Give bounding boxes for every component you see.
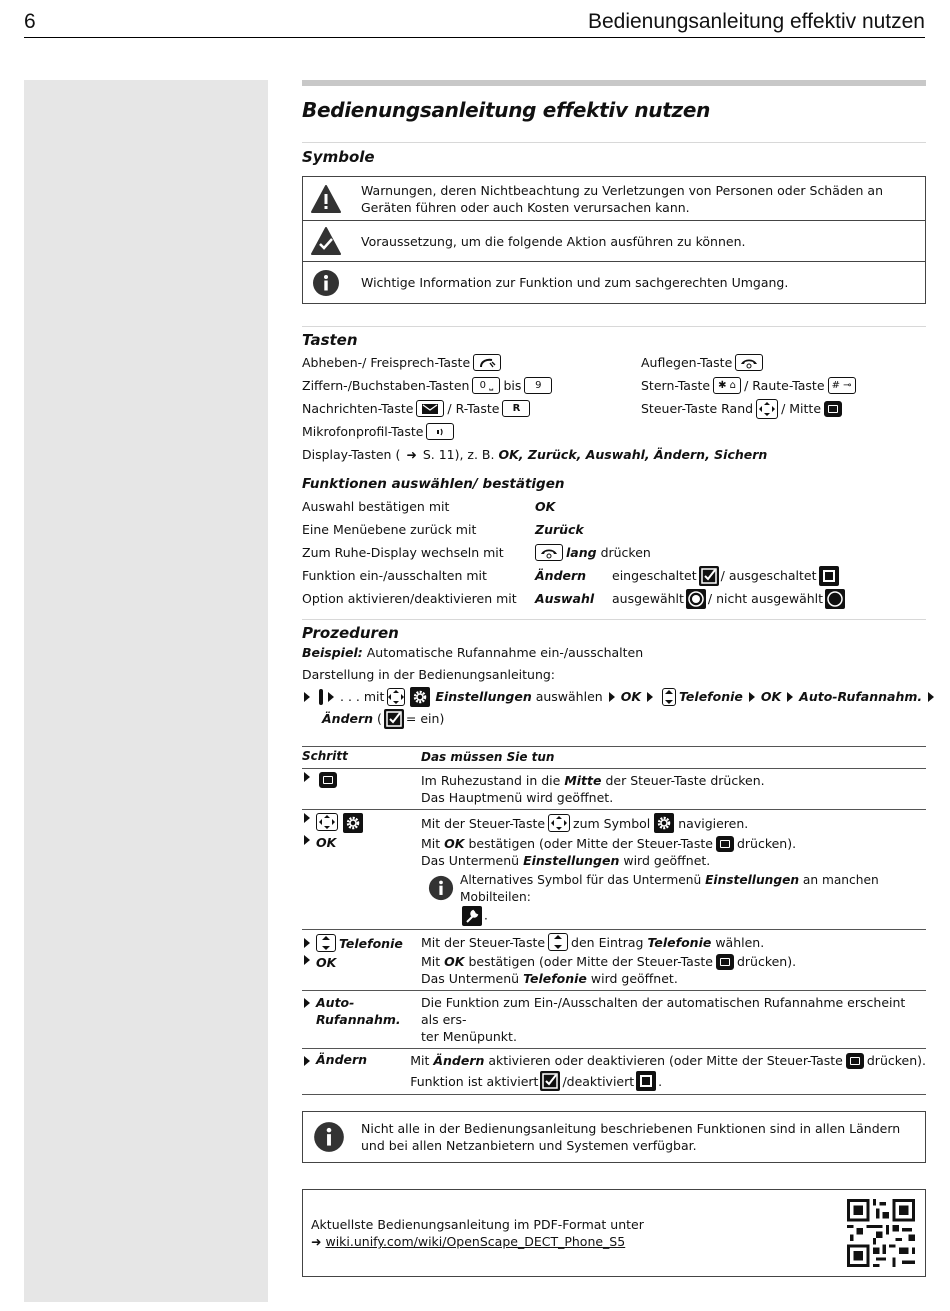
function-label: Option aktivieren/deaktivieren mit: [302, 591, 517, 606]
title-bar: [302, 80, 926, 86]
step-text: Die Funktion zum Ein-/Ausschalten der automatischen Rufannahme erscheint als ers-: [421, 995, 906, 1027]
example-label: Beispiel:: [302, 645, 363, 660]
step-text: [421, 813, 926, 833]
step-info-note: Alternatives Symbol für das Untermenü Einstellungen an manchen Mobilteilen: .: [421, 872, 926, 926]
step-key: Telefonie: [339, 935, 403, 951]
mic-key-line: [302, 420, 641, 443]
step-key: Ändern: [433, 1053, 485, 1068]
settings-gear-icon: [343, 813, 363, 833]
step-text: Funktion ist aktiviert /deaktiviert .: [410, 1071, 926, 1091]
pdf-manual-box: [302, 1189, 926, 1277]
step-text-part: drücken).: [736, 954, 797, 969]
control-key-line: [641, 397, 926, 420]
symbols-text: Warnungen, deren Nichtbeachtung zu Verletzungen von Personen oder Schäden an Geräten führen oder auch Kosten verursachen kann.: [361, 182, 883, 215]
key-9-icon: 9: [524, 377, 552, 394]
digit-keys-line: [302, 374, 641, 397]
mic-key-label: Mikrofonprofil-Taste: [302, 424, 424, 439]
step-text: ter Menüpunkt.: [421, 1029, 517, 1044]
arrow-right-icon: ➜: [406, 447, 417, 462]
functions-heading: Funktionen auswählen/ bestätigen: [302, 476, 565, 492]
function-key: lang: [566, 545, 597, 560]
prerequisite-icon: [303, 227, 349, 255]
function-key: Zurück: [535, 522, 584, 537]
control-key-center-icon: [716, 836, 734, 852]
control-key-updown-icon: [662, 688, 676, 706]
step-key: OK: [444, 836, 465, 851]
function-row: [302, 518, 926, 541]
function-key: Auswahl: [535, 591, 595, 606]
step-text-part: wählen.: [715, 934, 765, 950]
step-key: Ändern: [316, 1052, 368, 1067]
display-keys-examples: OK, Zurück, Auswahl, Ändern, Sichern: [498, 447, 768, 462]
step-key: Einstellungen: [523, 853, 620, 868]
steps-table-header: [302, 747, 926, 769]
qr-code: [847, 1199, 915, 1267]
control-key-rim-icon: [387, 688, 405, 706]
step-arrow-icon: [304, 813, 310, 823]
star-hash-key-line: [641, 374, 926, 397]
seq-telefonie: Telefonie: [679, 689, 743, 704]
r-key-icon: R: [502, 400, 530, 417]
display-keys-line: [302, 443, 926, 466]
step-text-part: Mit: [421, 954, 441, 969]
divider: [302, 326, 926, 327]
radio-selected-icon: [686, 589, 706, 609]
step-row: [302, 930, 926, 991]
control-key-center-icon: [319, 772, 337, 788]
symbols-table: [302, 176, 926, 304]
step-arrow-icon: [304, 998, 310, 1008]
control-key-center-icon: [319, 689, 323, 705]
checkbox-unchecked-icon: [819, 566, 839, 586]
control-key-rim-icon: [756, 399, 778, 419]
control-key-label: Steuer-Taste Rand: [641, 401, 754, 416]
seq-settings: Einstellungen: [435, 689, 532, 704]
talk-key-line: [302, 351, 641, 374]
display-intro: Darstellung in der Bedienungsanleitung:: [302, 667, 556, 682]
availability-note: [302, 1111, 926, 1163]
pdf-manual-link[interactable]: wiki.unify.com/wiki/OpenScape_DECT_Phone_S5: [325, 1234, 626, 1249]
step-arrow-icon: [304, 938, 310, 948]
end-key-label: Auflegen-Taste: [641, 355, 733, 370]
function-row: [302, 587, 926, 610]
step-text-part: Mit der Steuer-Taste: [421, 934, 546, 950]
divider: [302, 619, 926, 620]
step-arrow-icon: [328, 692, 334, 702]
step-arrow-icon: [787, 692, 793, 702]
checkbox-unchecked-icon: [636, 1071, 656, 1091]
step-row: [302, 1049, 926, 1095]
end-key-icon: [735, 354, 763, 371]
settings-gear-icon: [410, 687, 430, 707]
function-state-off: / nicht ausgewählt: [707, 591, 824, 606]
step-text-part: an manchen Mobilteilen:: [460, 873, 879, 904]
symbols-row-prerequisite: [303, 221, 925, 262]
running-header-title: Bedienungsanleitung effektiv nutzen: [587, 10, 925, 33]
display-keys-ref: S. 11), z. B.: [422, 447, 495, 462]
step-text-part: aktivieren oder deaktivieren (oder Mitte der Steuer-Taste: [488, 1053, 843, 1068]
mic-profile-icon: [426, 423, 454, 440]
step-arrow-icon: [647, 692, 653, 702]
symbols-row-info: [303, 262, 925, 303]
step-row: [302, 810, 926, 930]
control-key-updown-icon: [548, 933, 568, 951]
step-text-part: navigieren.: [678, 815, 749, 831]
pdf-manual-text: Aktuellste Bedienungsanleitung im PDF-Format unter: [311, 1217, 644, 1232]
warning-icon: [303, 185, 349, 213]
symbols-heading: Symbole: [302, 148, 375, 166]
functions-list: [302, 495, 926, 610]
seq-select: auswählen: [535, 689, 603, 704]
steps-col-header: Schritt: [302, 749, 348, 763]
checkbox-checked-icon: [540, 1071, 560, 1091]
step-arrow-icon: [304, 955, 310, 965]
control-key-rim-icon: [316, 813, 338, 831]
step-key: OK: [316, 835, 337, 850]
step-text-part: Mit der Steuer-Taste: [421, 815, 546, 831]
step-text: [421, 933, 926, 951]
step-arrow-icon: [304, 772, 310, 782]
step-text-part: wird geöffnet.: [623, 853, 711, 868]
function-state-on: eingeschaltet: [612, 568, 697, 583]
step-text-part: Das Untermenü: [421, 853, 520, 868]
hash-key-icon: # ⊸: [828, 377, 856, 394]
seq-ok: OK: [620, 689, 642, 704]
step-text-part: drücken).: [866, 1053, 926, 1068]
step-text-part: bestätigen (oder Mitte der Steuer-Taste: [468, 954, 713, 969]
function-key: Ändern: [535, 568, 587, 583]
message-key-label: Nachrichten-Taste: [302, 401, 414, 416]
checkbox-checked-icon: [699, 566, 719, 586]
control-key-updown-icon: [316, 934, 336, 952]
star-key-label: Stern-Taste: [641, 378, 711, 393]
step-text-part: drücken).: [736, 836, 797, 851]
step-arrow-icon: [304, 1056, 310, 1066]
step-text: [421, 852, 926, 869]
step-text-part: Mit: [421, 836, 441, 851]
hash-key-label: / Raute-Taste: [744, 378, 825, 393]
keys-list: [302, 351, 926, 443]
step-text-part: den Eintrag: [571, 934, 644, 950]
example-text: Automatische Rufannahme ein-/ausschalten: [366, 645, 644, 660]
talk-key-icon: [473, 354, 501, 371]
seq-ein: = ein): [405, 711, 445, 726]
seq-auto: Auto-Rufannahm.: [799, 689, 923, 704]
function-label: Funktion ein-/ausschalten mit: [302, 568, 487, 583]
digit-keys-label: Ziffern-/Buchstaben-Tasten: [302, 378, 470, 393]
function-label: Auswahl bestätigen mit: [302, 499, 450, 514]
step-text-part: Mit: [410, 1053, 430, 1068]
step-key: Auto-: [316, 995, 355, 1010]
end-key-icon: [535, 544, 563, 561]
settings-gear-icon: [654, 813, 674, 833]
step-text: Im Ruhezustand in die Mitte der Steuer-Taste drücken.: [421, 773, 765, 788]
star-key-icon: ✱ ⌂: [713, 377, 741, 394]
function-label: Zum Ruhe-Display wechseln mit: [302, 545, 504, 560]
message-key-line: [302, 397, 641, 420]
function-label: Eine Menüebene zurück mit: [302, 522, 477, 537]
key-0-icon: 0 ⎵: [472, 377, 500, 394]
step-text: [421, 835, 926, 852]
digit-keys-bis: bis: [503, 378, 522, 393]
function-state-off: / ausgeschaltet: [720, 568, 817, 583]
control-key-center-icon: [824, 401, 842, 417]
display-keys-label: Display-Tasten (: [302, 447, 401, 462]
availability-note-text: Nicht alle in der Bedienungsanleitung beschriebenen Funktionen sind in allen Ländern und bei allen Netzanbietern und Systemen verfügbar.: [361, 1121, 901, 1153]
info-icon: [303, 1121, 355, 1153]
left-margin-panel: [24, 80, 268, 1302]
step-key: Telefonie: [647, 934, 712, 950]
step-text: [421, 953, 926, 970]
step-key: Einstellungen: [705, 873, 800, 887]
step-arrow-icon: [928, 692, 934, 702]
step-text: [421, 970, 926, 987]
steps-col-header: Das müssen Sie tun: [421, 750, 555, 764]
steps-table: [302, 746, 926, 1095]
step-arrow-icon: [304, 692, 310, 702]
envelope-icon: [416, 400, 444, 417]
step-text-part: bestätigen (oder Mitte der Steuer-Taste: [468, 836, 713, 851]
step-text: [410, 1052, 926, 1069]
step-row: [302, 991, 926, 1049]
function-row: [302, 564, 926, 587]
control-key-rim-icon: [548, 814, 570, 832]
keys-heading: Tasten: [302, 331, 358, 349]
step-text-part: Alternatives Symbol für das Untermenü: [460, 873, 702, 887]
seq-mit: . . . mit: [340, 689, 385, 704]
arrow-right-icon: ➜: [311, 1234, 322, 1249]
step-text-part: /deaktiviert: [562, 1073, 635, 1089]
header-rule: [24, 37, 925, 38]
step-text-part: wird geöffnet.: [590, 971, 678, 986]
seq-ok: OK: [760, 689, 782, 704]
symbols-text: Wichtige Information zur Funktion und zum sachgerechten Umgang.: [361, 275, 789, 290]
step-text-part: Das Untermenü: [421, 971, 520, 986]
page-number: 6: [24, 10, 36, 33]
radio-unselected-icon: [825, 589, 845, 609]
function-state-on: ausgewählt: [612, 591, 684, 606]
step-text: Das Hauptmenü wird geöffnet.: [421, 790, 614, 805]
procedures-heading: Prozeduren: [302, 624, 399, 642]
r-key-label: / R-Taste: [447, 401, 500, 416]
step-text-part: zum Symbol: [573, 815, 651, 831]
symbols-text: Voraussetzung, um die folgende Aktion ausführen zu können.: [361, 233, 746, 249]
end-key-line: [641, 351, 926, 374]
step-text-part: Funktion ist aktiviert: [410, 1073, 539, 1089]
step-row: [302, 769, 926, 810]
symbols-row-warning: [303, 177, 925, 221]
info-icon: [303, 269, 349, 297]
function-row: [302, 541, 926, 564]
function-key: OK: [535, 499, 556, 514]
step-arrow-icon: [609, 692, 615, 702]
procedures-intro: [302, 642, 926, 686]
step-key: Telefonie: [523, 971, 587, 986]
talk-key-label: Abheben-/ Freisprech-Taste: [302, 355, 471, 370]
seq-aendern: Ändern: [322, 711, 374, 726]
page-title: Bedienungsanleitung effektiv nutzen: [302, 98, 711, 122]
control-key-center-icon: [846, 1053, 864, 1069]
step-key: OK: [316, 955, 337, 970]
function-suffix: drücken: [600, 545, 651, 560]
step-arrow-icon: [304, 835, 310, 845]
step-key: OK: [444, 954, 465, 969]
function-row: [302, 495, 926, 518]
step-arrow-icon: [749, 692, 755, 702]
procedure-sequence: . . . mit Einstellungen auswählen OK Telefonie OK Auto-Rufannahm. Ändern ( = ein): [302, 686, 926, 730]
control-key-center-icon: [716, 954, 734, 970]
info-icon: [421, 872, 460, 901]
main-content: [302, 80, 926, 1277]
checkbox-checked-icon: [384, 709, 404, 729]
control-key-center-label: / Mitte: [781, 401, 822, 416]
step-key: Rufannahm.: [316, 1012, 401, 1027]
divider: [302, 142, 926, 143]
wrench-icon: [462, 906, 482, 926]
